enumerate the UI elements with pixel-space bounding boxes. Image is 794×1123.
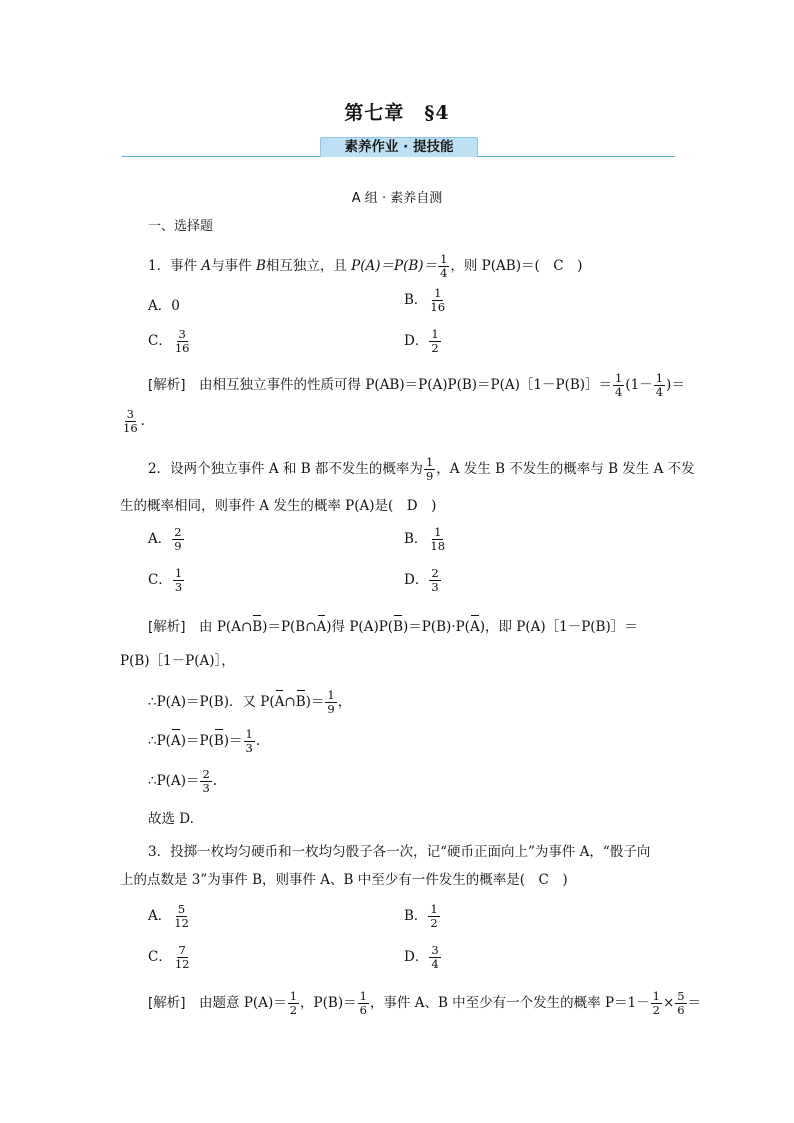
q2-solution-choice: 故选 D.	[148, 811, 194, 827]
group-title: A 组 · 素养自测	[351, 191, 443, 206]
q1-option-c: C． $\frac{3}{16}$	[148, 327, 190, 355]
q3-solution: [解析] 由题意 P(A)＝ $\frac{1}{2}$ ，P(B)＝ $\frac{1}{6}$ ，事件 A、B 中至少有一个发生的概率 P＝1－ $\frac{1}{2}$ × $\frac{5}{6}$ ＝	[148, 989, 702, 1017]
section-banner: 素养作业 · 提技能	[320, 137, 478, 157]
q2-option-a: A． $\frac{2}{9}$	[148, 525, 182, 553]
q2-solution-line2: P(B)［1－P(A)］，	[120, 653, 235, 669]
q1-option-a: A．0	[148, 298, 180, 314]
q2-option-c: C． $\frac{1}{3}$	[148, 566, 183, 594]
q2-stem-line1: 2．设两个独立事件 A 和 B 都不发生的概率为 $\frac{1}{9}$ ，A 发生 B 不发生的概率与 B 发生 A 不发	[148, 455, 695, 483]
q3-option-a: A． $\frac{5}{12}$	[148, 902, 189, 930]
q1-stem: 1．事件 A与事件 B相互独立，且 P(A)＝P(B)＝ $\frac{1}{4}$ ，则 P(AB)＝( C )	[148, 252, 583, 280]
q3-option-d: D． $\frac{3}{4}$	[404, 943, 439, 971]
q1-solution: [解析] 由相互独立事件的性质可得 P(AB)＝P(A)P(B)＝P(A)［1－P(B)］＝ $\frac{1}{4}$ (1－ $\frac{1}{4}$ )＝	[148, 371, 685, 399]
q1-solution-result: $\frac{3}{16}$ .	[123, 407, 145, 435]
q1-option-d: D． $\frac{1}{2}$	[404, 327, 439, 355]
q3-stem-line1: 3．投掷一枚均匀硬币和一枚均匀骰子各一次，记“硬币正面向上”为事件 A，“骰子向	[148, 844, 651, 860]
q3-stem-line2: 上的点数是 3”为事件 B，则事件 A、B 中至少有一件发生的概率是( C )	[120, 872, 568, 888]
q3-option-c: C． $\frac{7}{12}$	[148, 943, 190, 971]
q1-option-b: B． $\frac{1}{16}$	[404, 286, 446, 314]
q1-frac: $\frac{1}{4}$	[440, 252, 448, 280]
chapter-title: 第七章 §4	[344, 102, 450, 124]
q2-option-b: B． $\frac{1}{18}$	[404, 525, 446, 553]
q2-solution-line3: ∴P(A)＝P(B)．又 P(A∩B)＝ $\frac{1}{9}$ ，	[148, 688, 352, 716]
q2-stem-line2: 生的概率相同，则事件 A 发生的概率 P(A)是( D )	[120, 498, 437, 514]
q2-solution-line4: ∴P(A)＝P(B)＝ $\frac{1}{3}$ .	[148, 727, 261, 755]
q2-option-d: D． $\frac{2}{3}$	[404, 566, 439, 594]
section-title: 一、选择题	[148, 219, 214, 234]
q3-option-b: B． $\frac{1}{2}$	[404, 902, 438, 930]
q2-solution-line1: [解析] 由 P(A∩B)＝P(B∩A)得 P(A)P(B)＝P(B)·P(A)，即 P(A)［1－P(B)］＝	[148, 619, 638, 635]
q2-solution-line5: ∴P(A)＝ $\frac{2}{3}$ .	[148, 767, 218, 795]
